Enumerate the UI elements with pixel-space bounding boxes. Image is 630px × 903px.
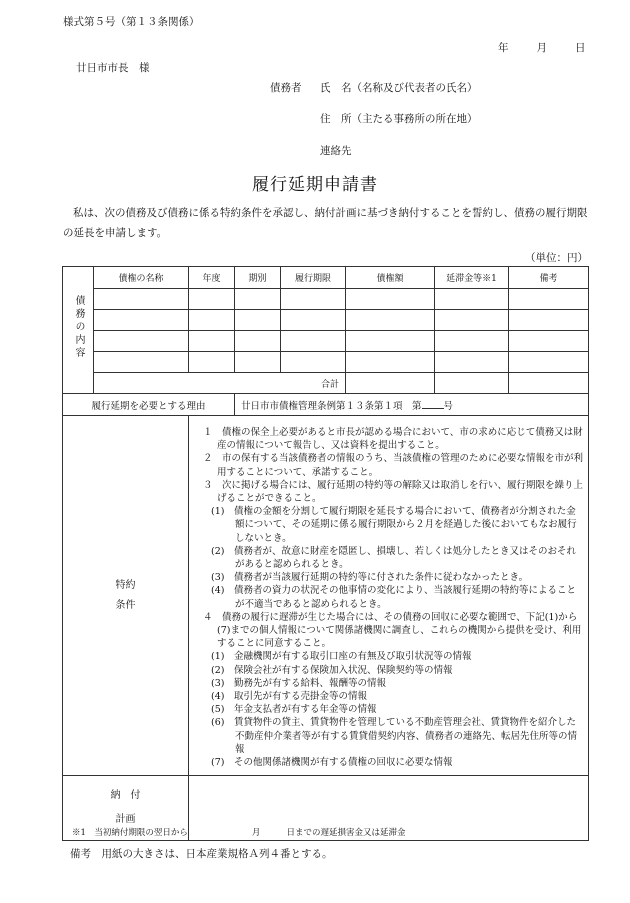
cell-late-fee[interactable] [435,289,509,310]
cell-notes[interactable] [509,289,589,310]
total-row [63,373,589,394]
cell-due-date[interactable] [281,352,346,373]
intro-text: 私は、次の債務及び債務に係る特約条件を承認し、納付計画に基づき納付することを誓約し、債務の履行期限の延長を申請します。 [63,207,588,239]
cell-due-date[interactable] [281,310,346,331]
addressee: 廿日市市長 様 [76,62,150,74]
header-notes: 備考 [509,267,589,289]
debtor-contact-label: 連絡先 [320,145,352,157]
cell-amount[interactable] [346,289,435,310]
footnote [72,826,405,838]
table-header-row [63,267,589,289]
total-label: 合計 [94,373,346,394]
header-amount: 債権額 [346,267,435,289]
conditions-row [63,416,589,776]
total-notes [509,373,589,394]
header-due-date: 履行期限 [281,267,346,289]
condition-4-5: (5) 年金支払者が有する年金等の情報 [211,704,377,716]
date-month: 月 [536,42,547,54]
table-row [63,352,589,373]
cell-notes[interactable] [509,331,589,352]
condition-4-7: (7) その他関係諸機関が有する債権の回収に必要な情報 [211,757,453,769]
conditions-text [189,416,589,776]
reason-number-blank[interactable] [422,399,444,409]
condition-4-4: (4) 取引先が有する売掛金等の情報 [211,691,367,703]
table-row [63,289,589,310]
condition-4-2: (2) 保険会社が有する保険加入状況、保険契約等の情報 [211,664,453,676]
cell-due-date[interactable] [281,289,346,310]
header-period: 期別 [235,267,281,289]
cell-period[interactable] [235,352,281,373]
condition-1: １ 債権の保全上必要があると市長が認める場合において、市の求めに応じて債務又は財産の情報について報告し、又は資料を提出すること。 [203,427,583,452]
application-table [62,266,589,841]
table-row [63,310,589,331]
date-day: 日 [575,42,586,54]
debt-section-label [63,267,94,394]
total-late-fee[interactable] [435,373,509,394]
cell-due-date[interactable] [281,331,346,352]
cell-claim-name[interactable] [94,289,189,310]
conditions-list [201,426,584,769]
total-amount[interactable] [346,373,435,394]
debtor-address-label: 住 所（主たる事務所の所在地） [320,113,478,125]
payment-plan-label-2: 計画 [115,814,136,826]
conditions-label [63,416,189,776]
footnote-month: 月 [251,828,261,838]
date-row [498,40,586,55]
form-number: 様式第５号（第１３条関係） [63,16,200,28]
cell-year[interactable] [189,352,235,373]
cell-late-fee[interactable] [435,331,509,352]
cell-period[interactable] [235,310,281,331]
reason-label: 履行延期を必要とする理由 [63,394,235,416]
cell-amount[interactable] [346,352,435,373]
header-late-fee: 延滞金等※1 [435,267,509,289]
cell-claim-name[interactable] [94,352,189,373]
reason-row [63,394,589,416]
condition-3: ３ 次に掲げる場合には、履行延期の特約等の解除又は取消しを行い、履行期限を繰り上げることができること。 [203,479,584,505]
footnote-day-suffix: 日までの遅延損害金又は延滞金 [286,828,406,838]
payment-plan-label-1: 納 付 [110,790,141,802]
condition-3-1: (1) 債権の金額を分割して履行期限を延長する場合において、債務者が分割された金額について、その延期に係る履行期限から２月を経過した後においてもなお履行しないとき。 [211,506,577,544]
cell-amount[interactable] [346,331,435,352]
cell-claim-name[interactable] [94,310,189,331]
condition-4-1: (1) 金融機関が有する取引口座の有無及び取引状況等の情報 [211,651,472,663]
condition-3-4: (4) 債務者の資力の状況その他事情の変化により、当該履行延期の特約等によることが不適当であると認められるとき。 [211,585,576,610]
conditions-label-text: 特約条件 [115,579,136,611]
reason-value[interactable] [235,394,589,416]
document-title: 履行延期申請書 [252,175,378,195]
cell-year[interactable] [189,310,235,331]
condition-3-3: (3) 債務者が当該履行延期の特約等に付された条件に従わなかったとき。 [211,572,529,584]
remarks: 備考 用紙の大きさは、日本産業規格Ａ列４番とする。 [70,848,333,860]
cell-year[interactable] [189,289,235,310]
condition-4-6: (6) 賃貸物件の貸主、賃貸物件を管理している不動産管理会社、賃貸物件を紹介した不動産仲介業者等が有する賃貸借契約内容、債務者の連絡先、転居先住所等の情報 [211,717,578,755]
reason-value-prefix: 廿日市市債権管理条例第１３条第１項 第 [241,400,422,412]
header-year: 年度 [189,267,235,289]
cell-period[interactable] [235,289,281,310]
cell-claim-name[interactable] [94,331,189,352]
debtor-label: 債務者 [270,82,302,94]
cell-notes[interactable] [509,352,589,373]
condition-3-2: (2) 債務者が、故意に財産を隠匿し、損壊し、若しくは処分したとき又はそのおそれがあると認められるとき。 [211,545,576,571]
cell-late-fee[interactable] [435,310,509,331]
unit-label: （単位：円） [525,252,588,264]
footnote-prefix: ※1 当初納付期限の翌日から [72,828,188,838]
cell-amount[interactable] [346,310,435,331]
cell-period[interactable] [235,331,281,352]
cell-year[interactable] [189,331,235,352]
debt-section-label-text: 債務の内容 [73,295,84,360]
table-row [63,331,589,352]
cell-notes[interactable] [509,310,589,331]
condition-4-3: (3) 勤務先が有する給料、報酬等の情報 [211,677,386,689]
condition-4: ４ 債務の履行に遅滞が生じた場合には、その債務の回収に必要な範囲で、下記(1)から(7)までの個人情報について関係諸機関に調査し、これらの機関から提供を受け、利用することに同意すること。 [203,611,582,650]
debtor-name-label: 氏 名（名称及び代表者の氏名） [320,82,478,94]
date-year: 年 [498,42,509,54]
condition-2: ２ 市の保有する当該債務者の情報のうち、当該債権の管理のために必要な情報を市が利用することについて、承諾すること。 [203,453,584,478]
header-claim-name: 債権の名称 [94,267,189,289]
reason-value-suffix: 号 [443,400,454,412]
cell-late-fee[interactable] [435,352,509,373]
